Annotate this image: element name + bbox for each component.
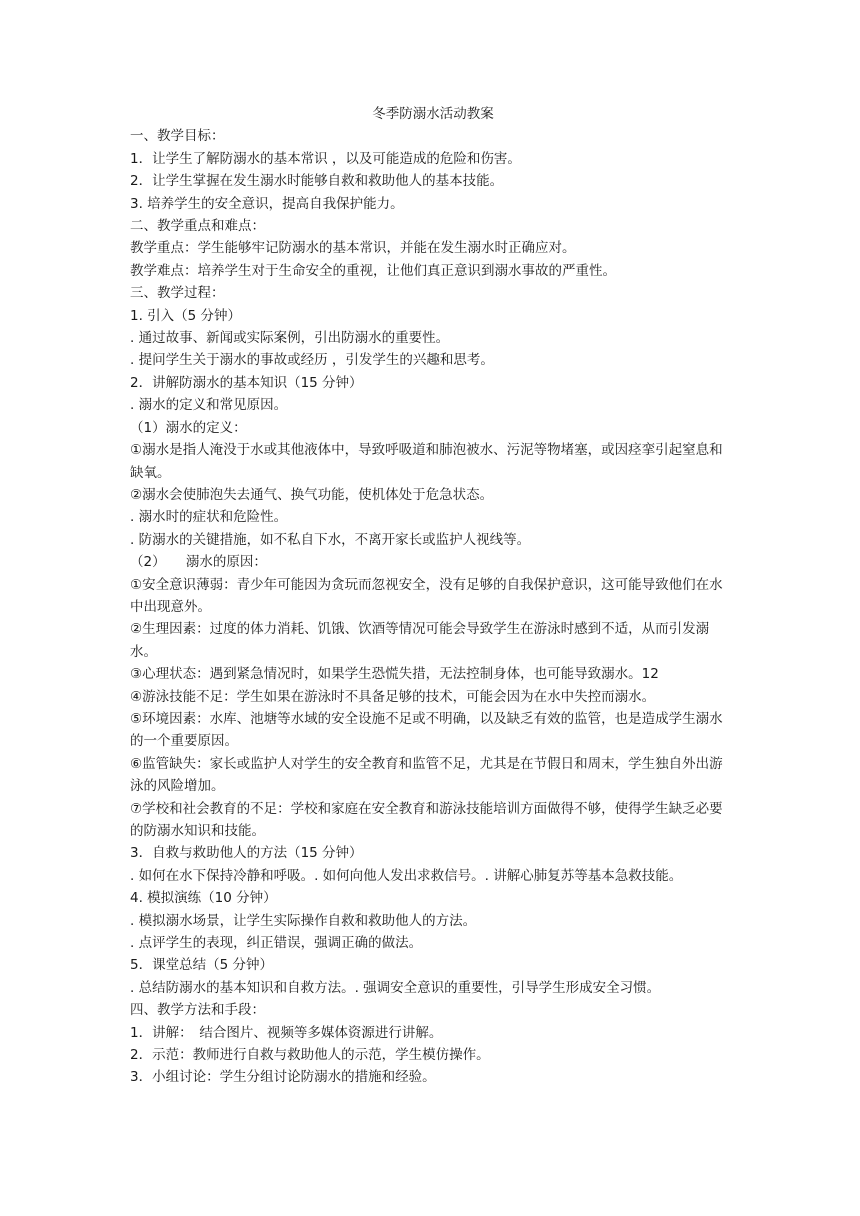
document-line: . 总结防溺水的基本知识和自救方法。. 强调安全意识的重要性，引导学生形成安全习惯。 [130, 979, 661, 996]
document-line: ②溺水会使肺泡失去通气、换气功能，使机体处于危急状态。 [130, 486, 494, 503]
document-content [130, 125, 736, 1088]
document-line: . 如何在水下保持冷静和呼吸。. 如何向他人发出求救信号。. 讲解心肺复苏等基本急救技能。 [130, 867, 683, 884]
document-line: . 通过故事、新闻或实际案例，引出防溺水的重要性。 [130, 330, 450, 347]
document-line: . 提问学生关于溺水的事故或经历 ，引发学生的兴趣和思考。 [130, 352, 494, 369]
document-line: ②生理因素：过度的体力消耗、饥饿、饮酒等情况可能会导致学生在游泳时感到不适，从而引发溺水。 [130, 621, 710, 660]
document-line: . 模拟溺水场景，让学生实际操作自救和救助他人的方法。 [130, 912, 477, 929]
document-line: 3．自救与救助他人的方法（15 分钟） [130, 845, 363, 862]
document-line: ⑦学校和社会教育的不足：学校和家庭在安全教育和游泳技能培训方面做得不够，使得学生缺乏必要的防溺水知识和技能。 [130, 800, 723, 839]
document-line: 2．让学生掌握在发生溺水时能够自救和救助他人的基本技能。 [130, 173, 504, 190]
document-line: 四、教学方法和手段： [130, 1002, 265, 1019]
document-line: ⑥监管缺失：家长或监护人对学生的安全教育和监管不足，尤其是在节假日和周末，学生独自外出游泳的风险增加。 [130, 755, 723, 795]
document-line: 5．课堂总结（5 分钟） [130, 957, 273, 974]
document-line: 一、教学目标： [130, 128, 225, 145]
document-line: 教学重点：学生能够牢记防溺水的基本常识，并能在发生溺水时正确应对。 [130, 240, 576, 257]
document-line: 4. 模拟演练（10 分钟） [130, 890, 277, 907]
document-line: 2．示范：教师进行自救与救助他人的示范，学生模仿操作。 [130, 1047, 490, 1064]
document-line: ④游泳技能不足：学生如果在游泳时不具备足够的技术，可能会因为在水中失控而溺水。 [130, 688, 656, 705]
document-line: （2） 溺水的原因： [130, 554, 267, 571]
document-line: ①安全意识薄弱：青少年可能因为贪玩而忽视安全，没有足够的自我保护意识，这可能导致他们在水中出现意外。 [130, 576, 723, 615]
document-line: 2．讲解防溺水的基本知识（15 分钟） [130, 374, 363, 391]
document-line: ③心理状态：遇到紧急情况时，如果学生恐慌失措，无法控制身体，也可能导致溺水。12 [130, 666, 659, 683]
document-line: 3．小组讨论：学生分组讨论防溺水的措施和经验。 [130, 1069, 436, 1086]
document-line: . 溺水的定义和常见原因。 [130, 397, 288, 414]
document-line: . 溺水时的症状和危险性。 [130, 509, 288, 526]
document-line: ⑤环境因素：水库、池塘等水域的安全设施不足或不明确，以及缺乏有效的监管，也是造成学生溺水的一个重要原因。 [130, 710, 723, 750]
document-line: 三、教学过程： [130, 285, 225, 302]
document-line: . 点评学生的表现，纠正错误，强调正确的做法。 [130, 935, 423, 952]
document-line: ①溺水是指人淹没于水或其他液体中，导致呼吸道和肺泡被水、污泥等物堵塞，或因痉挛引起窒息和缺氧。 [130, 442, 723, 481]
document-line: 1．讲解： 结合图片、视频等多媒体资源进行讲解。 [130, 1024, 443, 1041]
document-line: 3. 培养学生的安全意识，提高自我保护能力。 [130, 195, 404, 212]
document-title: 冬季防溺水活动教案 [372, 106, 494, 122]
document-line: 1．让学生了解防溺水的基本常识 ，以及可能造成的危险和伤害。 [130, 150, 521, 167]
document-line: （1）溺水的定义： [130, 419, 247, 436]
document-line: 教学难点：培养学生对于生命安全的重视，让他们真正意识到溺水事故的严重性。 [130, 262, 616, 279]
document-line: 1. 引入（5 分钟） [130, 307, 242, 324]
document-line: . 防溺水的关键措施，如不私自下水，不离开家长或监护人视线等。 [130, 531, 531, 548]
lesson-plan-body [130, 103, 736, 1089]
document-line: 二、教学重点和难点： [130, 218, 265, 235]
